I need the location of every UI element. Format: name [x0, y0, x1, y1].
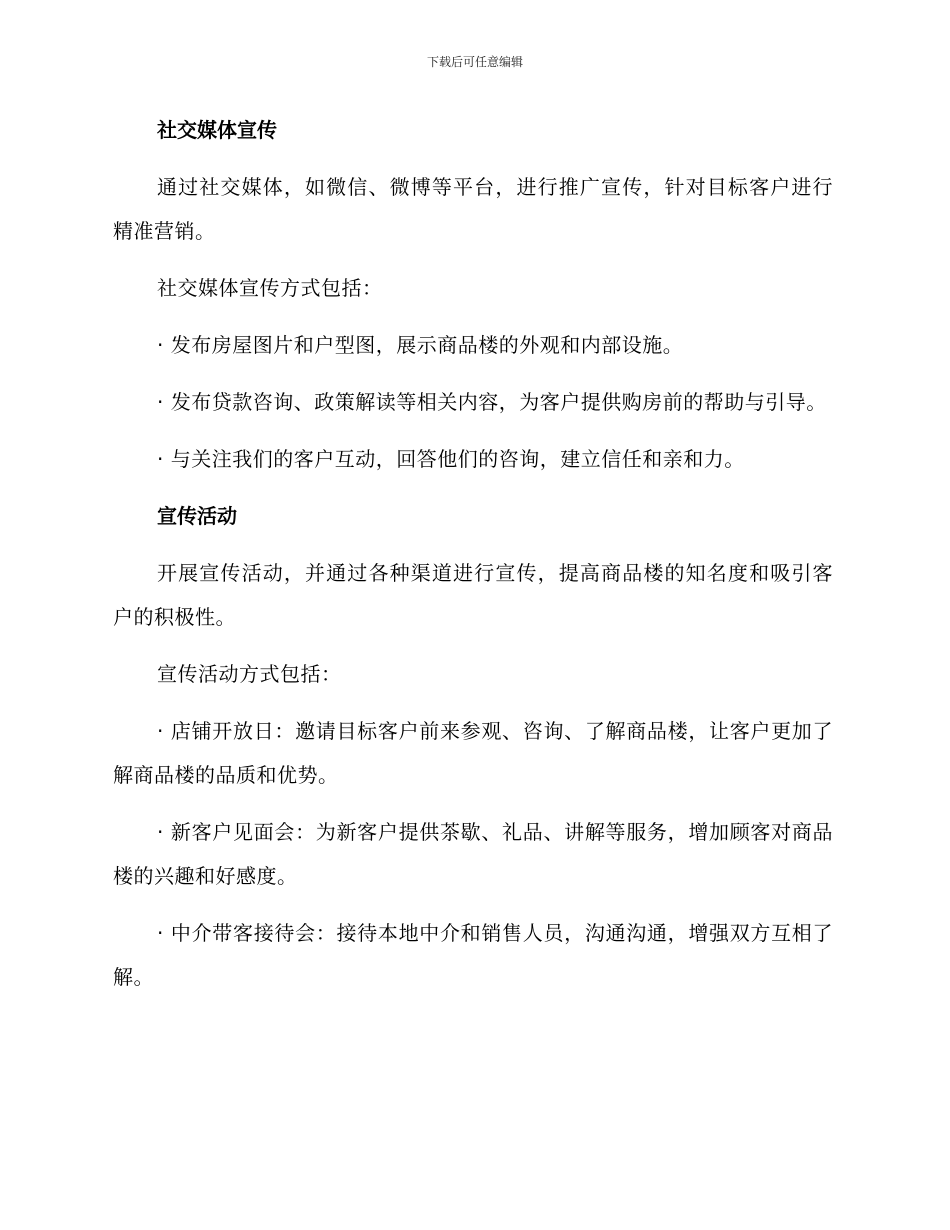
- list-item: · 发布房屋图片和户型图，展示商品楼的外观和内部设施。: [157, 333, 684, 357]
- list-item: · 店铺开放日：邀请目标客户前来参观、咨询、了解商品楼，让客户更加了解商品楼的品质和优势。: [113, 719, 833, 787]
- section-intro-social-media: 通过社交媒体，如微信、微博等平台，进行推广宣传，针对目标客户进行精准营销。: [113, 175, 833, 243]
- list-item: · 与关注我们的客户互动，回答他们的咨询，建立信任和亲和力。: [157, 447, 745, 471]
- section-heading-social-media: 社交媒体宣传: [157, 118, 277, 142]
- document-body: [113, 108, 833, 1012]
- section-heading-promo-events: 宣传活动: [157, 504, 237, 528]
- list-item: · 新客户见面会：为新客户提供茶歇、礼品、讲解等服务，增加顾客对商品楼的兴趣和好感度。: [113, 820, 833, 888]
- header-note: 下载后可任意编辑: [426, 55, 523, 69]
- list-item: · 中介带客接待会：接待本地中介和销售人员，沟通沟通，增强双方互相了解。: [113, 921, 833, 989]
- section-intro-promo-events: 开展宣传活动，并通过各种渠道进行宣传，提高商品楼的知名度和吸引客户的积极性。: [113, 561, 833, 629]
- list-title-promo-events: 宣传活动方式包括：: [157, 662, 342, 686]
- list-title-social-media: 社交媒体宣传方式包括：: [157, 276, 383, 300]
- list-item: · 发布贷款咨询、政策解读等相关内容，为客户提供购房前的帮助与引导。: [157, 390, 827, 414]
